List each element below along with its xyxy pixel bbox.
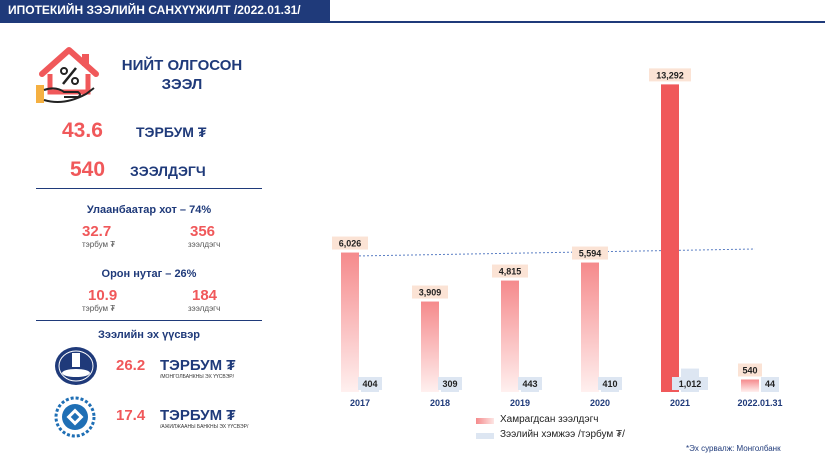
bar-borrowers-2020	[581, 263, 599, 392]
divider	[36, 320, 262, 321]
value-label-borrowers-2019: 4,815	[498, 266, 522, 277]
loan-bar-chart	[300, 30, 820, 430]
commercial-bank-logo	[54, 396, 96, 438]
x-tick-label-2021: 2021	[669, 398, 691, 408]
countryside-amount: 10.9	[88, 287, 118, 304]
value-label-amount-2019: 443	[522, 379, 538, 389]
sources-title: Зээлийн эх үүсвэр	[98, 329, 200, 341]
source-mongolbank-note: /МОНГОЛБАНКНЫ ЭХ ҮҮСВЭР/	[160, 374, 235, 380]
x-tick-label-2019: 2019	[509, 398, 531, 408]
value-label-amount-2021: 1,012	[678, 379, 702, 389]
value-label-amount-2018: 309	[442, 379, 458, 389]
value-label-borrowers-2022.01.31: 540	[742, 365, 758, 376]
page-title: ИПОТЕКИЙН ЗЭЭЛИЙН САНХҮҮЖИЛТ /2022.01.31/	[8, 3, 301, 17]
total-borrowers-value: 540	[70, 158, 106, 181]
x-tick-label-2020: 2020	[589, 398, 611, 408]
page-header	[0, 0, 330, 21]
source-commercial-value: 17.4	[116, 407, 146, 424]
bar-borrowers-2017	[341, 253, 359, 392]
bar-borrowers-2021	[661, 84, 679, 392]
divider	[36, 188, 262, 189]
legend-swatch-amount	[476, 433, 494, 439]
header-rule	[0, 21, 825, 23]
value-label-borrowers-2020: 5,594	[578, 248, 602, 259]
countryside-borrowers: 184	[192, 287, 218, 304]
mongolbank-logo	[53, 345, 99, 387]
ulaanbaatar-amount-unit: тэрбум ₮	[82, 240, 116, 249]
legend-swatch-borrowers	[476, 418, 494, 424]
house-percent-icon	[34, 40, 104, 110]
value-label-amount-2017: 404	[362, 379, 378, 389]
x-tick-label-2018: 2018	[429, 398, 451, 408]
bar-borrowers-2022.01.31	[741, 380, 759, 392]
source-commercial-note: /АЖИЛЖААНЫ БАНКНЫ ЭХ ҮҮСВЭР/	[160, 424, 249, 430]
source-mongolbank-unit: ТЭРБУМ ₮	[160, 357, 236, 374]
total-amount-unit: ТЭРБУМ ₮	[136, 124, 207, 140]
summary-title-line1: НИЙТ ОЛГОСОН	[121, 57, 243, 74]
value-label-borrowers-2018: 3,909	[418, 287, 442, 298]
x-tick-label-2022.01.31: 2022.01.31	[737, 398, 783, 408]
value-label-borrowers-2017: 6,026	[338, 238, 362, 249]
countryside-borrowers-unit: зээлдэгч	[188, 304, 221, 313]
value-label-borrowers-2021: 13,292	[656, 70, 684, 81]
source-note: *Эх сурвалж: Монголбанк	[686, 444, 781, 453]
bar-borrowers-2019	[501, 281, 519, 392]
total-amount-value: 43.6	[62, 119, 103, 142]
value-label-amount-2022.01.31: 44	[764, 379, 776, 389]
bar-borrowers-2018	[421, 302, 439, 392]
countryside-amount-unit: тэрбум ₮	[82, 304, 116, 313]
ulaanbaatar-title: Улаанбаатар хот – 74%	[86, 204, 212, 216]
total-borrowers-unit: ЗЭЭЛДЭГЧ	[130, 163, 206, 179]
ulaanbaatar-borrowers-unit: зээлдэгч	[188, 240, 221, 249]
countryside-title: Орон нутаг – 26%	[101, 268, 197, 280]
trend-line	[355, 249, 755, 256]
source-mongolbank-value: 26.2	[116, 357, 146, 374]
legend-label-borrowers: Хамрагдсан зээлдэгч	[500, 414, 599, 425]
ulaanbaatar-amount: 32.7	[82, 223, 112, 240]
value-label-amount-2020: 410	[602, 379, 618, 389]
ulaanbaatar-borrowers: 356	[190, 223, 216, 240]
source-commercial-unit: ТЭРБУМ ₮	[160, 407, 236, 424]
legend-label-amount: Зээлийн хэмжээ /тэрбум ₮/	[500, 429, 625, 440]
summary-title-line2: ЗЭЭЛ	[161, 76, 203, 93]
x-tick-label-2017: 2017	[349, 398, 371, 408]
